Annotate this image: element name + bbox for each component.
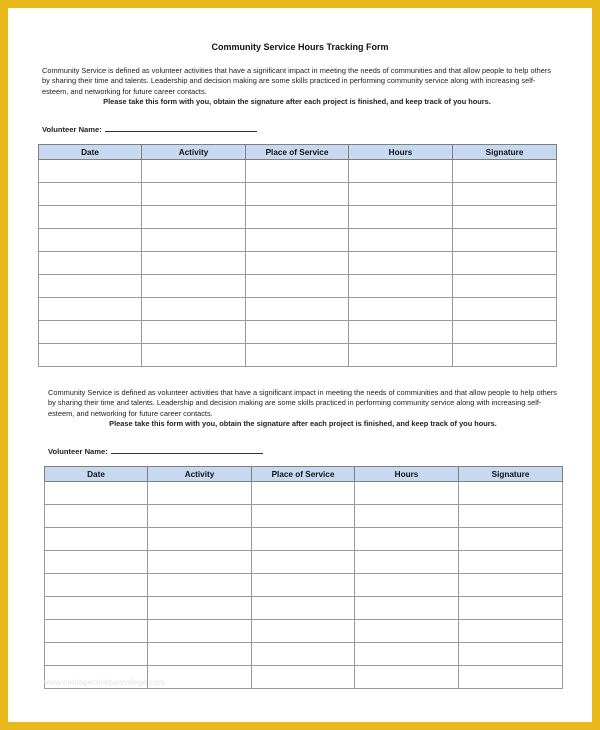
cell-place-of-service[interactable] (246, 321, 349, 344)
table-row (45, 505, 563, 528)
watermark: www.heritagechristiancollege.com (44, 678, 165, 687)
cell-place-of-service[interactable] (246, 252, 349, 275)
cell-signature[interactable] (459, 482, 563, 505)
col-hours: Hours (355, 467, 459, 482)
cell-signature[interactable] (453, 344, 557, 367)
cell-hours[interactable] (349, 275, 453, 298)
cell-hours[interactable] (349, 206, 453, 229)
col-activity: Activity (148, 467, 252, 482)
cell-activity[interactable] (142, 252, 246, 275)
cell-hours[interactable] (355, 551, 459, 574)
cell-place-of-service[interactable] (252, 666, 355, 689)
cell-hours[interactable] (349, 298, 453, 321)
cell-signature[interactable] (453, 206, 557, 229)
cell-signature[interactable] (453, 298, 557, 321)
cell-hours[interactable] (349, 229, 453, 252)
table-row (39, 229, 557, 252)
cell-place-of-service[interactable] (252, 505, 355, 528)
cell-place-of-service[interactable] (252, 620, 355, 643)
cell-place-of-service[interactable] (246, 298, 349, 321)
cell-hours[interactable] (355, 620, 459, 643)
volunteer-name-line[interactable] (105, 124, 257, 132)
cell-activity[interactable] (148, 505, 252, 528)
cell-activity[interactable] (142, 229, 246, 252)
table-row (39, 160, 557, 183)
volunteer-name-field-1[interactable] (42, 124, 257, 134)
cell-hours[interactable] (355, 528, 459, 551)
cell-date[interactable] (39, 252, 142, 275)
cell-activity[interactable] (142, 298, 246, 321)
col-activity: Activity (142, 145, 246, 160)
cell-activity[interactable] (148, 551, 252, 574)
cell-hours[interactable] (355, 482, 459, 505)
cell-date[interactable] (39, 183, 142, 206)
form-title: Community Service Hours Tracking Form (211, 42, 389, 52)
hours-table-2 (44, 466, 563, 689)
cell-signature[interactable] (459, 551, 563, 574)
cell-hours[interactable] (349, 344, 453, 367)
table-row (39, 183, 557, 206)
cell-hours[interactable] (349, 183, 453, 206)
cell-activity[interactable] (148, 574, 252, 597)
volunteer-name-line[interactable] (111, 446, 263, 454)
cell-place-of-service[interactable] (246, 160, 349, 183)
cell-date[interactable] (45, 620, 148, 643)
table-row (39, 206, 557, 229)
cell-place-of-service[interactable] (246, 344, 349, 367)
cell-hours[interactable] (349, 321, 453, 344)
cell-signature[interactable] (453, 321, 557, 344)
cell-place-of-service[interactable] (246, 206, 349, 229)
cell-date[interactable] (45, 482, 148, 505)
table-body-1 (39, 160, 557, 367)
cell-signature[interactable] (459, 643, 563, 666)
table-body-2 (45, 482, 563, 689)
cell-signature[interactable] (459, 528, 563, 551)
cell-activity[interactable] (148, 620, 252, 643)
volunteer-name-field-2[interactable] (48, 446, 263, 456)
cell-signature[interactable] (459, 505, 563, 528)
intro-paragraph-2 (48, 388, 558, 430)
cell-date[interactable] (45, 643, 148, 666)
cell-signature[interactable] (459, 620, 563, 643)
col-place-of-service: Place of Service (252, 467, 355, 482)
volunteer-label: Volunteer Name: (42, 125, 102, 134)
table-row (39, 252, 557, 275)
cell-place-of-service[interactable] (246, 229, 349, 252)
cell-signature[interactable] (459, 666, 563, 689)
cell-activity[interactable] (142, 275, 246, 298)
cell-date[interactable] (45, 528, 148, 551)
table-row (39, 298, 557, 321)
cell-signature[interactable] (453, 160, 557, 183)
cell-place-of-service[interactable] (252, 643, 355, 666)
intro-text: Community Service is defined as volunteer activities that have a significant impact in meeting the needs of communities and that allow people to help others by sharing their time and talents. Leadership and decision making are some skills practiced in performing community service along with increasing self-esteem, and networking for future career contacts. (42, 66, 551, 96)
table-row (45, 597, 563, 620)
cell-activity[interactable] (148, 597, 252, 620)
cell-date[interactable] (39, 206, 142, 229)
cell-activity[interactable] (148, 528, 252, 551)
cell-activity[interactable] (142, 206, 246, 229)
cell-signature[interactable] (453, 252, 557, 275)
cell-activity[interactable] (148, 643, 252, 666)
col-hours: Hours (349, 145, 453, 160)
cell-place-of-service[interactable] (246, 275, 349, 298)
cell-hours[interactable] (355, 643, 459, 666)
table-row (39, 344, 557, 367)
cell-date[interactable] (45, 597, 148, 620)
cell-hours[interactable] (355, 666, 459, 689)
cell-date[interactable] (39, 298, 142, 321)
cell-signature[interactable] (459, 574, 563, 597)
cell-place-of-service[interactable] (252, 528, 355, 551)
intro-text: Community Service is defined as volunteer activities that have a significant impact in meeting the needs of communities and that allow people to help others by sharing their time and talents. Leadership and decision making are some skills practiced in performing community service along with increasing self-esteem, and networking for future career contacts. (48, 388, 557, 418)
cell-place-of-service[interactable] (252, 551, 355, 574)
table-row (45, 620, 563, 643)
cell-date[interactable] (45, 574, 148, 597)
header-row (45, 467, 563, 482)
table-row (45, 528, 563, 551)
table-row (45, 551, 563, 574)
cell-hours[interactable] (355, 597, 459, 620)
table-row (45, 643, 563, 666)
table-row (39, 321, 557, 344)
table-row (39, 275, 557, 298)
volunteer-label: Volunteer Name: (48, 447, 108, 456)
cell-signature[interactable] (459, 597, 563, 620)
cell-date[interactable] (39, 275, 142, 298)
cell-place-of-service[interactable] (246, 183, 349, 206)
hours-table-1 (38, 144, 557, 367)
col-date: Date (45, 467, 148, 482)
table-row (45, 482, 563, 505)
col-signature: Signature (459, 467, 563, 482)
cell-place-of-service[interactable] (252, 482, 355, 505)
cell-place-of-service[interactable] (252, 574, 355, 597)
instruction-text: Please take this form with you, obtain the signature after each project is finished, and keep track of you hours. (103, 97, 491, 107)
cell-signature[interactable] (453, 183, 557, 206)
cell-date[interactable] (45, 551, 148, 574)
col-date: Date (39, 145, 142, 160)
cell-activity[interactable] (142, 183, 246, 206)
cell-hours[interactable] (349, 160, 453, 183)
cell-date[interactable] (39, 229, 142, 252)
header-row (39, 145, 557, 160)
form-page (8, 8, 592, 722)
cell-hours[interactable] (349, 252, 453, 275)
cell-hours[interactable] (355, 505, 459, 528)
cell-place-of-service[interactable] (252, 597, 355, 620)
cell-signature[interactable] (453, 229, 557, 252)
intro-paragraph-1 (42, 66, 552, 108)
cell-date[interactable] (39, 160, 142, 183)
instruction-text: Please take this form with you, obtain the signature after each project is finished, and keep track of you hours. (109, 419, 497, 429)
cell-hours[interactable] (355, 574, 459, 597)
cell-activity[interactable] (142, 321, 246, 344)
col-place-of-service: Place of Service (246, 145, 349, 160)
cell-activity[interactable] (142, 344, 246, 367)
cell-activity[interactable] (142, 160, 246, 183)
cell-date[interactable] (45, 505, 148, 528)
cell-date[interactable] (39, 321, 142, 344)
cell-signature[interactable] (453, 275, 557, 298)
cell-activity[interactable] (148, 482, 252, 505)
table-row (45, 574, 563, 597)
cell-date[interactable] (39, 344, 142, 367)
col-signature: Signature (453, 145, 557, 160)
